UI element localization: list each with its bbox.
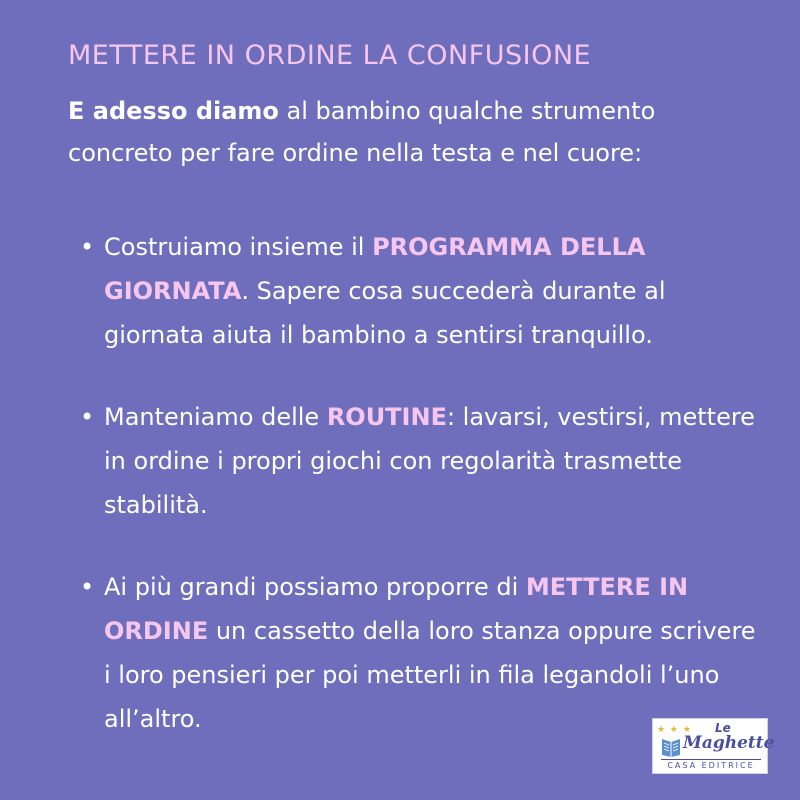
logo-subtitle: CASA EDITRICE: [661, 759, 761, 770]
bullet-highlight: ROUTINE: [326, 403, 447, 431]
page-title: METTERE IN ORDINE LA CONFUSIONE: [68, 40, 592, 71]
logo-name: Maghette: [683, 733, 775, 753]
bullet-text: : lavarsi, vestirsi, mettere in ordine i propri giochi con regolarità trasmette stabilità.: [104, 403, 755, 519]
stars-icon: ★ ★ ★: [657, 725, 692, 735]
bullet-highlight: PROGRAMMA DELLA GIORNATA: [104, 233, 646, 305]
bullet-item: [80, 395, 760, 527]
publisher-logo: [652, 718, 775, 774]
intro-text: al bambino qualche strumento concreto per fare ordine nella testa e nel cuore:: [68, 97, 656, 167]
bullet-item: [80, 565, 760, 741]
bullet-text: . Sapere cosa succederà durante al giornata aiuta il bambino a sentirsi tranquillo.: [104, 277, 666, 349]
book-icon: [661, 735, 681, 757]
bullet-text: Ai più grandi possiamo proporre di: [104, 573, 526, 601]
intro-bold: E adesso diamo: [68, 97, 279, 125]
bullet-text: un cassetto della loro stanza oppure scrivere i loro pensieri per poi metterli in fila legandoli l’uno all’altro.: [104, 617, 756, 733]
bullet-highlight: METTERE IN ORDINE: [104, 573, 689, 645]
bullet-list: [80, 225, 760, 741]
bullet-text: Costruiamo insieme il: [104, 233, 373, 261]
intro-paragraph: [68, 90, 758, 174]
logo-le: Le: [715, 721, 731, 735]
bullet-text: Manteniamo delle: [104, 403, 327, 431]
bullet-item: [80, 225, 760, 357]
